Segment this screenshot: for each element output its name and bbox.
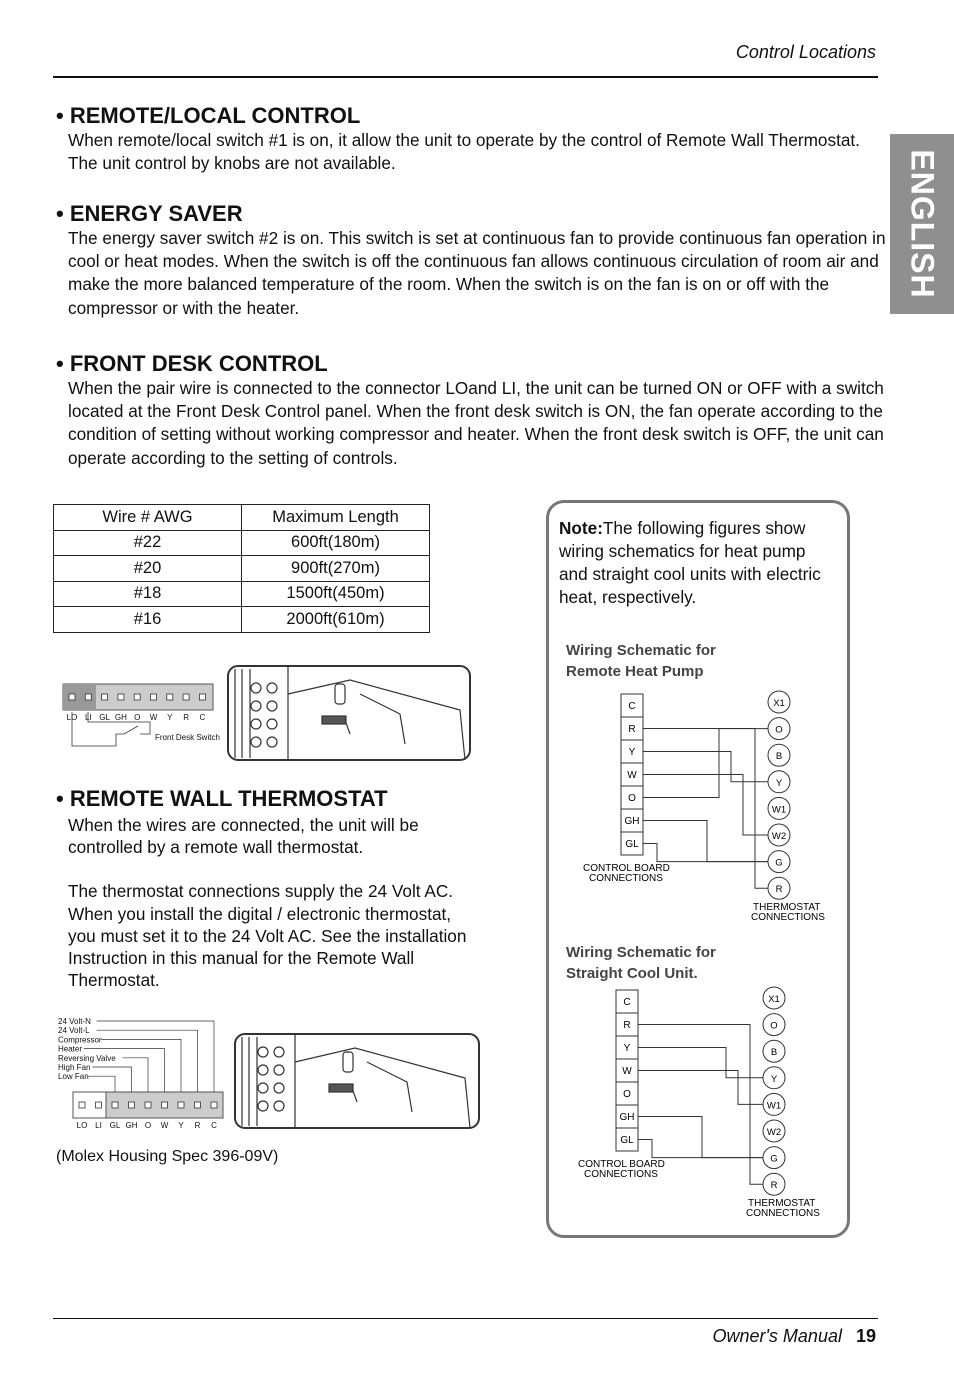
terminal-label: R [194,1121,201,1130]
terminal-label: W [149,713,158,722]
thermostat-terminal-label: G [775,857,783,869]
connector-pin [178,1102,184,1108]
board-terminal-label: Y [628,747,636,758]
terminal-label: C [199,713,206,722]
thermostat-terminal-label: B [770,1047,778,1059]
control-board-terminals [616,990,638,1151]
title-line: Wiring Schematic for [566,944,716,961]
connector-pin [134,694,140,700]
board-terminal-label: GH [619,1112,635,1123]
text-line: you must set it to the 24 Volt AC. See the installation [68,925,467,946]
front-desk-heading: • FRONT DESK CONTROL [56,351,328,376]
text-line: operate according to the setting of controls. [68,447,398,468]
wire-label: Reversing Valve [58,1053,116,1063]
thermostat-terminal-label: X1 [768,994,780,1005]
note-text [559,517,839,609]
text-line: The energy saver switch #2 is on. This switch is set at continuous fan to provide continuous fan operation in [68,228,886,248]
header-title: Control Locations [735,42,876,62]
table-row [54,581,430,607]
table-cell: #16 [54,607,242,633]
connector-pin [145,1102,151,1108]
thermostat-terminal-label: B [775,751,783,763]
board-terminal-label: W [627,770,637,781]
schematic-wire [638,1117,763,1158]
connector-pin [195,1102,201,1108]
table-row [54,607,430,633]
note-line: and straight cool units with electric [559,564,821,584]
heat-pump-schematic-title [566,640,716,682]
thermostat-terminal-label: O [770,1020,778,1032]
schematic-wire [643,775,768,836]
text-line [559,517,839,540]
schematic-wire [643,752,768,782]
text-line: make the more balanced temperature of the room. When the switch is on the fan is on or off with the [68,274,830,295]
connector-pin [211,1102,217,1108]
board-caption: CONNECTIONS [584,1169,658,1180]
remote-local-text [68,129,860,175]
thermostat-terminal-label: X1 [773,698,785,709]
board-terminal-label: GL [620,1135,634,1146]
title-line: Wiring Schematic for [566,642,716,659]
terminal-label: GH [114,713,127,722]
thermostat-terminal-label: W2 [766,1127,782,1138]
note-label: Note: [559,518,603,538]
table-header-row [54,505,430,531]
terminal-label: GL [99,713,110,722]
energy-saver-text [68,227,886,320]
title-line: Straight Cool Unit. [566,965,698,982]
connector-pin [151,694,157,700]
front-desk-text [68,377,884,470]
board-terminal-label: GL [625,839,639,850]
terminal-label: O [134,713,141,722]
text-line: The unit control by knobs are not available. [68,153,396,174]
terminal-label: O [144,1121,152,1130]
straight-cool-schematic [570,986,835,1231]
wire-label: 24 Volt-N [58,1017,91,1026]
terminal-label: C [211,1121,217,1130]
header-rule [53,76,878,78]
thermostat-wiring-figure [55,1012,485,1134]
text-line: located at the Front Desk Control panel. When the front desk switch is ON, the fan operate according to the [68,401,883,422]
thermostat-terminals [768,691,790,899]
terminal-label: W [160,1121,169,1130]
front-desk-wiring-figure [60,664,475,764]
terminal-label: LO [66,713,78,722]
front-desk-switch-label: Front Desk Switch [155,733,220,742]
terminal-label: Y [167,713,173,722]
thermostat-caption: CONNECTIONS [746,1208,820,1220]
text-line: When remote/local switch #1 is on, it allow the unit to operate by the control of Remote Wall Thermostat. [68,130,860,150]
text-line: The thermostat connections supply the 24 Volt AC. [68,881,454,902]
table-cell: #20 [54,556,242,582]
terminal-label: LI [84,713,92,722]
thermostat-terminal-label: W1 [766,1100,782,1112]
table-cell: 1500ft(450m) [242,581,430,607]
board-caption: CONTROL BOARD [583,863,670,874]
text-line: When the wires are connected, the unit will be [68,815,419,835]
table-cell: #18 [54,581,242,607]
thermostat-caption: THERMOSTAT [753,902,821,914]
terminal-label: R [183,713,189,722]
text-line: cool or heat modes. When the switch is off the continuous fan allows continuous circulation of room air and [68,251,879,272]
schematic-wire [638,1071,763,1105]
paragraph-gap [68,858,466,880]
language-tab-label: ENGLISH [904,149,941,299]
table-cell: 2000ft(610m) [242,607,430,633]
terminal-label: GL [109,1121,121,1130]
thermostat-caption: CONNECTIONS [751,912,825,924]
text-line: compressor or with the heater. [68,297,300,318]
remote-wall-text [68,814,466,991]
schematic-wire [643,729,768,798]
connector-pin [79,1102,85,1108]
terminal-label: GH [125,1121,138,1130]
board-caption: CONNECTIONS [589,873,663,884]
page-number: 19 [855,1326,876,1346]
control-board-terminals [621,694,643,855]
wire-label: High Fan [58,1063,91,1072]
footer [712,1326,876,1347]
connector-pin [85,694,91,700]
thermostat-terminal-label: O [775,724,783,736]
molex-note: (Molex Housing Spec 396-09V) [56,1148,279,1165]
connector-pin [118,694,124,700]
connector-pin [183,694,189,700]
text-line: When the pair wire is connected to the connector LOand LI, the unit can be turned ON or OFF with a switch [68,378,884,398]
board-terminal-label: R [628,724,636,735]
connector-pin [112,1102,118,1108]
connector-pin [69,694,75,700]
energy-saver-heading: • ENERGY SAVER [56,201,243,226]
board-terminal-label: O [623,1089,631,1100]
remote-local-heading: • REMOTE/LOCAL CONTROL [56,103,361,128]
thermostat-terminals [763,987,785,1195]
wire-label: Compressor [58,1035,102,1045]
board-caption: CONTROL BOARD [578,1159,665,1170]
table-row [54,556,430,582]
board-terminal-label: Y [623,1043,631,1054]
table-cell: 900ft(270m) [242,556,430,582]
terminal-label: Y [178,1121,184,1130]
thermostat-terminal-label: Y [775,777,783,789]
footer-label: Owner's Manual [712,1326,842,1346]
text-line: Instruction in this manual for the Remote Wall [68,948,415,969]
text-line: Thermostat. [68,970,160,991]
schematic-wire [638,1048,763,1078]
connector-pin [96,1102,102,1108]
text-line: When you install the digital / electronic thermostat, [68,903,452,924]
thermostat-terminal-label: R [770,1180,778,1192]
table-header-cell: Maximum Length [242,505,430,531]
thermostat-terminal-label: R [775,884,783,896]
thermostat-terminal-label: W2 [771,831,787,842]
board-terminal-label: W [622,1066,632,1077]
note-line: heat, respectively. [559,587,697,607]
title-line: Remote Heat Pump [566,663,704,680]
remote-wall-heading: • REMOTE WALL THERMOSTAT [56,786,388,811]
connector-pin [167,694,173,700]
board-terminal-label: C [623,997,631,1008]
thermostat-terminal-label: W1 [771,804,787,816]
board-terminal-label: R [623,1020,631,1031]
straight-cool-schematic-title [566,942,716,984]
table-cell: #22 [54,530,242,556]
connector-pin [199,694,205,700]
table-cell: 600ft(180m) [242,530,430,556]
board-terminal-label: GH [624,816,640,827]
table-row [54,530,430,556]
note-line: The following figures show [602,518,806,538]
switch-contact [124,726,138,734]
footer-rule [53,1318,878,1319]
thermostat-terminal-label: G [770,1153,778,1165]
schematic-wire [638,1140,763,1158]
note-line: wiring schematics for heat pump [559,541,806,561]
wire-label: Low Fan [58,1072,89,1082]
terminal-label: LI [95,1121,102,1130]
board-terminal-label: C [628,701,636,712]
text-line: controlled by a remote wall thermostat. [68,837,364,858]
thermostat-caption: THERMOSTAT [748,1198,816,1210]
wire-label: 24 Volt-L [58,1026,90,1036]
schematic-wire [643,821,768,862]
wire-line [97,1030,198,1102]
schematic-wire [643,844,768,862]
thermostat-terminal-label: Y [770,1073,778,1085]
connector-pin [129,1102,135,1108]
text-line: condition of setting without working compressor and heater. When the front desk switch is OFF, the unit can [68,424,884,445]
connector-pin [102,694,108,700]
connector-pin [162,1102,168,1108]
terminal-label: LO [76,1121,88,1130]
board-terminal-label: O [628,793,636,804]
table-header-cell: Wire # AWG [54,505,242,531]
language-tab [890,134,954,314]
heat-pump-schematic [575,690,835,930]
wire-label: Heater [58,1044,83,1054]
wire-length-table [53,504,430,633]
